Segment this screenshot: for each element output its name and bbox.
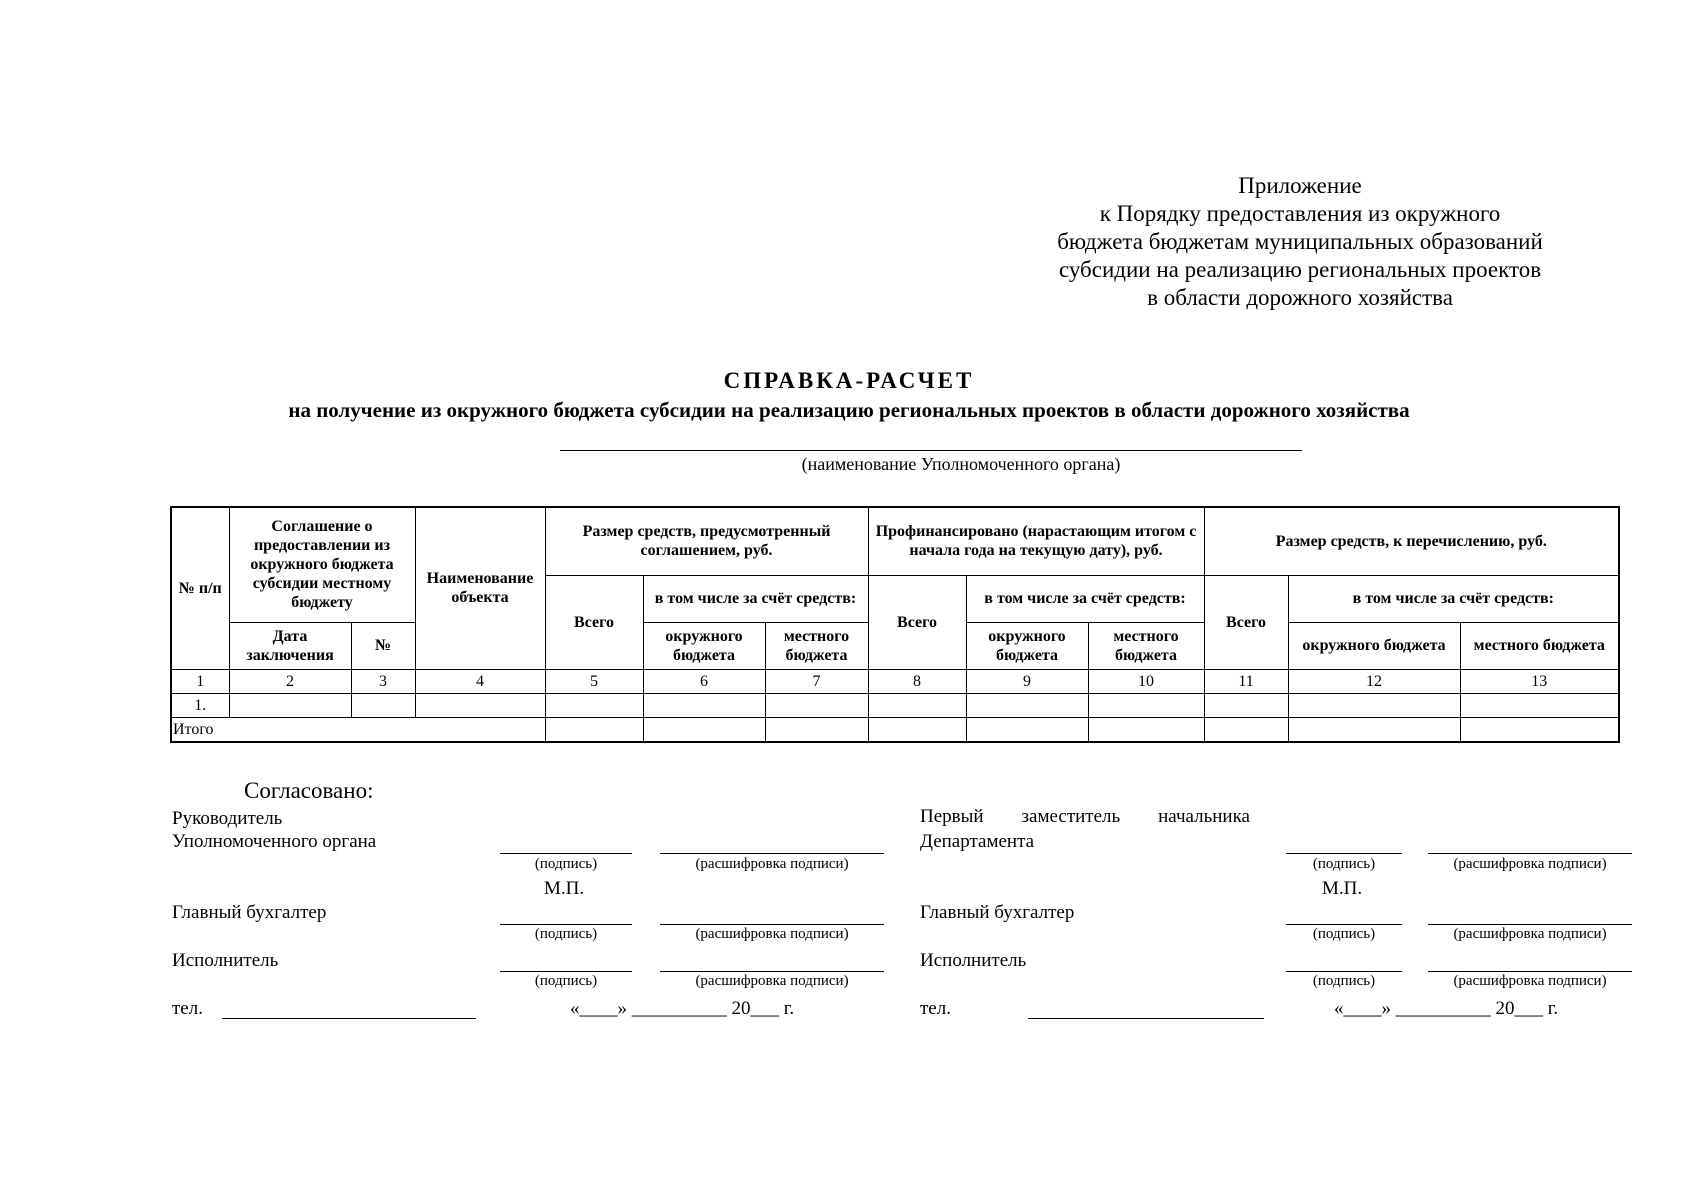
appendix-line: бюджета бюджетам муниципальных образований (1057, 229, 1543, 254)
signature-caption: (подпись) (1312, 926, 1376, 942)
calculation-table (170, 506, 1620, 743)
header-agreement-no: № (351, 622, 415, 669)
date-field[interactable]: «____» __________ 20___ г. (570, 998, 795, 1019)
decoding-caption: (расшифровка подписи) (695, 973, 849, 989)
appendix-line: к Порядку предоставления из окружного (1099, 201, 1501, 226)
chief-accountant-label: Главный бухгалтер (172, 902, 327, 923)
column-number: 6 (643, 669, 765, 693)
table-cell[interactable] (1288, 717, 1460, 742)
header-transfer: Размер средств, к перечислению, руб. (1204, 507, 1619, 575)
signature-line[interactable] (500, 924, 632, 925)
header-total: Всего (1204, 575, 1288, 669)
decoding-line[interactable] (660, 853, 884, 854)
table-cell[interactable] (868, 717, 966, 742)
header-district-budget: окружного бюджета (966, 622, 1088, 669)
table-cell[interactable] (643, 717, 765, 742)
signature-caption: (подпись) (1312, 856, 1376, 872)
header-district-budget: окружного бюджета (643, 622, 765, 669)
decoding-caption: (расшифровка подписи) (1453, 926, 1607, 942)
table-cell[interactable] (966, 693, 1088, 717)
signature-caption: (подпись) (534, 973, 598, 989)
executor-label: Исполнитель (172, 950, 279, 971)
decoding-line[interactable] (660, 971, 884, 972)
row-number: 1. (171, 693, 229, 717)
right-head-word: начальника (1158, 806, 1250, 827)
header-including: в том числе за счёт средств: (966, 575, 1204, 622)
signature-line[interactable] (1286, 971, 1402, 972)
header-financed: Профинансировано (нарастающим итогом с начала года на текущую дату), руб. (868, 507, 1204, 575)
date-field[interactable]: «____» __________ 20___ г. (1334, 998, 1559, 1019)
appendix-line: Приложение (1238, 173, 1362, 198)
table-cell[interactable] (1088, 693, 1204, 717)
header-object: Наименование объекта (415, 507, 545, 669)
organization-caption: (наименование Уполномоченного органа) (801, 454, 1121, 474)
document-subtitle: на получение из окружного бюджета субсидии на реализацию региональных проектов в области дорожного хозяйства (288, 398, 1410, 422)
right-head-dept: Департамента (920, 831, 1035, 852)
signature-line[interactable] (500, 853, 632, 854)
chief-accountant-label: Главный бухгалтер (920, 902, 1075, 923)
table-row (171, 693, 1619, 717)
table-cell[interactable] (966, 717, 1088, 742)
total-label: Итого (171, 717, 545, 742)
tel-label: тел. (172, 998, 203, 1019)
left-head-title: Руководитель (172, 808, 283, 829)
header-local-budget: местного бюджета (765, 622, 868, 669)
right-head-word: Первый (920, 806, 984, 827)
tel-line[interactable] (1028, 1018, 1264, 1019)
header-num: № п/п (171, 507, 229, 669)
decoding-caption: (расшифровка подписи) (1453, 856, 1607, 872)
header-local-budget: местного бюджета (1088, 622, 1204, 669)
agreed-label: Согласовано: (244, 778, 374, 803)
header-including: в том числе за счёт средств: (643, 575, 868, 622)
header-agreement: Соглашение о предоставлении из окружного бюджета субсидии местному бюджету (229, 507, 415, 622)
table-cell[interactable] (351, 693, 415, 717)
column-number: 9 (966, 669, 1088, 693)
column-number: 4 (415, 669, 545, 693)
organization-name-line[interactable] (560, 450, 1302, 451)
executor-label: Исполнитель (920, 950, 1027, 971)
document-title: СПРАВКА-РАСЧЕТ (723, 368, 975, 393)
column-number: 11 (1204, 669, 1288, 693)
appendix-line: в области дорожного хозяйства (1147, 285, 1453, 310)
column-number: 12 (1288, 669, 1460, 693)
header-district-budget: окружного бюджета (1288, 622, 1460, 669)
table-cell[interactable] (545, 693, 643, 717)
stamp-place: М.П. (544, 878, 585, 899)
table-cell[interactable] (765, 717, 868, 742)
decoding-caption: (расшифровка подписи) (695, 926, 849, 942)
column-number: 3 (351, 669, 415, 693)
column-number: 1 (171, 669, 229, 693)
table-cell[interactable] (1204, 717, 1288, 742)
signature-caption: (подпись) (534, 926, 598, 942)
table-cell[interactable] (1460, 717, 1619, 742)
column-number: 7 (765, 669, 868, 693)
signature-line[interactable] (1286, 853, 1402, 854)
right-head-title (920, 806, 1250, 828)
column-number: 13 (1460, 669, 1619, 693)
decoding-line[interactable] (1428, 924, 1632, 925)
signature-line[interactable] (1286, 924, 1402, 925)
header-date: Дата заключения (229, 622, 351, 669)
header-agreement-size: Размер средств, предусмотренный соглашением, руб. (545, 507, 868, 575)
header-total: Всего (868, 575, 966, 669)
table-cell[interactable] (545, 717, 643, 742)
tel-label: тел. (920, 998, 951, 1019)
right-head-word: заместитель (1021, 806, 1121, 827)
header-including: в том числе за счёт средств: (1288, 575, 1619, 622)
decoding-line[interactable] (1428, 853, 1632, 854)
table-cell[interactable] (229, 693, 351, 717)
column-number: 8 (868, 669, 966, 693)
appendix-line: субсидии на реализацию региональных проектов (1058, 257, 1542, 282)
column-number: 2 (229, 669, 351, 693)
column-number: 5 (545, 669, 643, 693)
decoding-line[interactable] (660, 924, 884, 925)
signature-caption: (подпись) (534, 856, 598, 872)
table-cell[interactable] (1460, 693, 1619, 717)
table-cell[interactable] (765, 693, 868, 717)
header-total: Всего (545, 575, 643, 669)
total-row (171, 717, 1619, 742)
signature-line[interactable] (500, 971, 632, 972)
left-head-org: Уполномоченного органа (172, 831, 377, 852)
table-cell[interactable] (415, 693, 545, 717)
decoding-caption: (расшифровка подписи) (1453, 973, 1607, 989)
table-cell[interactable] (1204, 693, 1288, 717)
table-cell[interactable] (1088, 717, 1204, 742)
signature-caption: (подпись) (1312, 973, 1376, 989)
header-local-budget: местного бюджета (1460, 622, 1619, 669)
table-cell[interactable] (643, 693, 765, 717)
decoding-caption: (расшифровка подписи) (695, 856, 849, 872)
column-number: 10 (1088, 669, 1204, 693)
appendix-header (1000, 172, 1600, 312)
table-cell[interactable] (868, 693, 966, 717)
tel-line[interactable] (222, 1018, 476, 1019)
stamp-place: М.П. (1322, 878, 1363, 899)
decoding-line[interactable] (1428, 971, 1632, 972)
table-cell[interactable] (1288, 693, 1460, 717)
